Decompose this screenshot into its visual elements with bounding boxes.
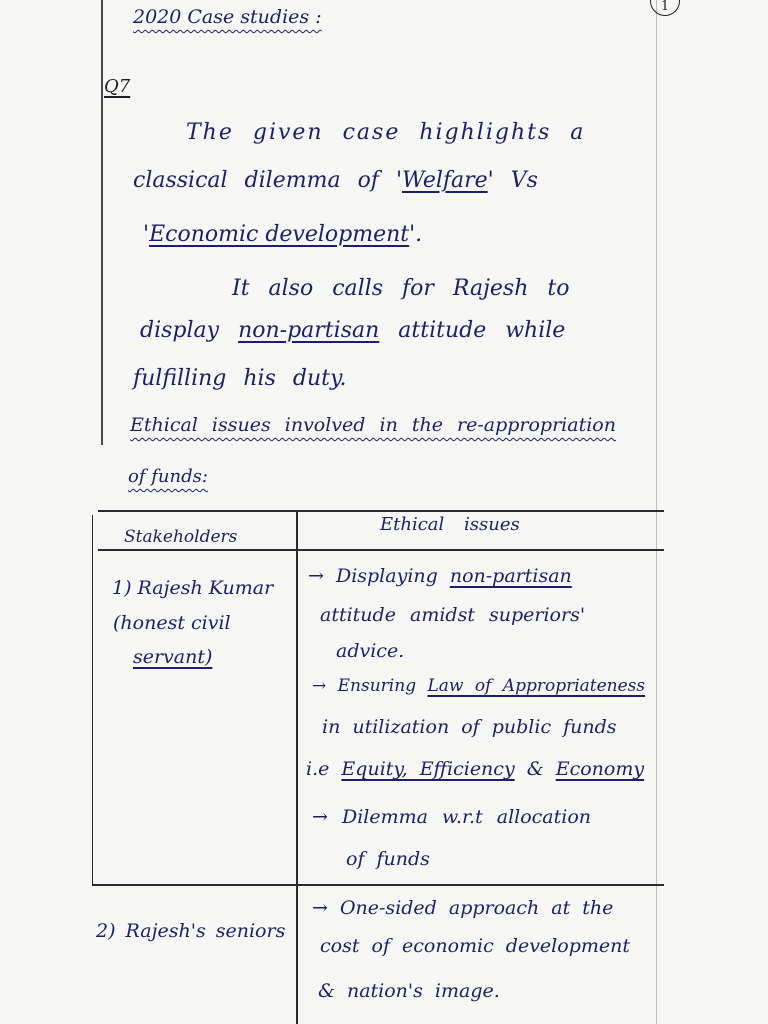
section-title-line-1: Ethical issues involved in the re-appropriation [130, 414, 616, 436]
text-run: attitude while [398, 318, 566, 343]
non-partisan-term: non-partisan [449, 565, 572, 587]
row-1-issue-2-line-1 [312, 676, 645, 696]
text-run: → Displaying [308, 565, 438, 587]
table-row-border [92, 884, 664, 886]
row-1-stakeholder-line-3: servant) [133, 646, 213, 668]
row-1-issue-2-line-3 [306, 758, 644, 780]
section-title-line-2: of funds: [128, 466, 208, 487]
page-edge [656, 0, 657, 1024]
text-run: & [526, 758, 544, 780]
row-1-stakeholder-line-1: 1) Rajesh Kumar [112, 577, 274, 599]
text-run: classical dilemma of ' [133, 168, 402, 193]
margin-line [101, 0, 103, 445]
row-1-issue-2-line-2: in utilization of public funds [322, 716, 617, 738]
welfare-term: Welfare [402, 168, 488, 193]
header-stakeholders: Stakeholders [124, 527, 238, 547]
row-1-issue-3-line-1: → Dilemma w.r.t allocation [312, 806, 592, 828]
text-run: display [140, 318, 220, 343]
row-1-issue-1-line-2: attitude amidst superiors' [320, 604, 586, 626]
text-run: i.e [306, 758, 330, 780]
table-left-border [92, 515, 93, 885]
table-header-border [98, 549, 664, 551]
non-partisan-term: non-partisan [238, 318, 380, 343]
row-1-issue-3-line-2: of funds [346, 848, 430, 870]
row-2-issue-1-line-3: & nation's image. [318, 980, 500, 1002]
page-heading: 2020 Case studies : [133, 6, 322, 28]
economy-term: Economy [555, 758, 645, 780]
row-2-issue-1-line-1: → One-sided approach at the [312, 897, 614, 919]
economic-development-term: Economic development [149, 222, 410, 247]
header-ethical-issues: Ethical issues [380, 514, 520, 535]
page-number: 1 [650, 0, 680, 16]
text-run: ' [143, 222, 150, 247]
row-2-issue-1-line-2: cost of economic development [320, 935, 630, 957]
question-label: Q7 [104, 76, 131, 97]
row-1-issue-1-line-1 [308, 565, 572, 587]
text-run: '. [409, 222, 423, 247]
row-1-stakeholder-line-2: (honest civil [113, 612, 231, 634]
row-1-issue-1-line-3: advice. [336, 640, 405, 662]
paragraph-2-line-2 [140, 318, 565, 343]
law-of-appropriateness-term: Law of Appropriateness [427, 676, 646, 696]
row-2-stakeholder: 2) Rajesh's seniors [96, 920, 286, 942]
paragraph-1-line-3 [143, 222, 422, 247]
paragraph-1-line-2 [133, 168, 538, 193]
table-column-divider [296, 510, 298, 1024]
paragraph-2-line-3: fulfilling his duty. [133, 366, 347, 391]
text-run: → Ensuring [312, 676, 417, 696]
paragraph-1-line-1: The given case highlights a [186, 120, 586, 145]
paragraph-2-line-1: It also calls for Rajesh to [232, 276, 570, 301]
table-top-border [98, 510, 664, 512]
equity-efficiency-term: Equity, Efficiency [341, 758, 515, 780]
text-run: ' Vs [487, 168, 538, 193]
